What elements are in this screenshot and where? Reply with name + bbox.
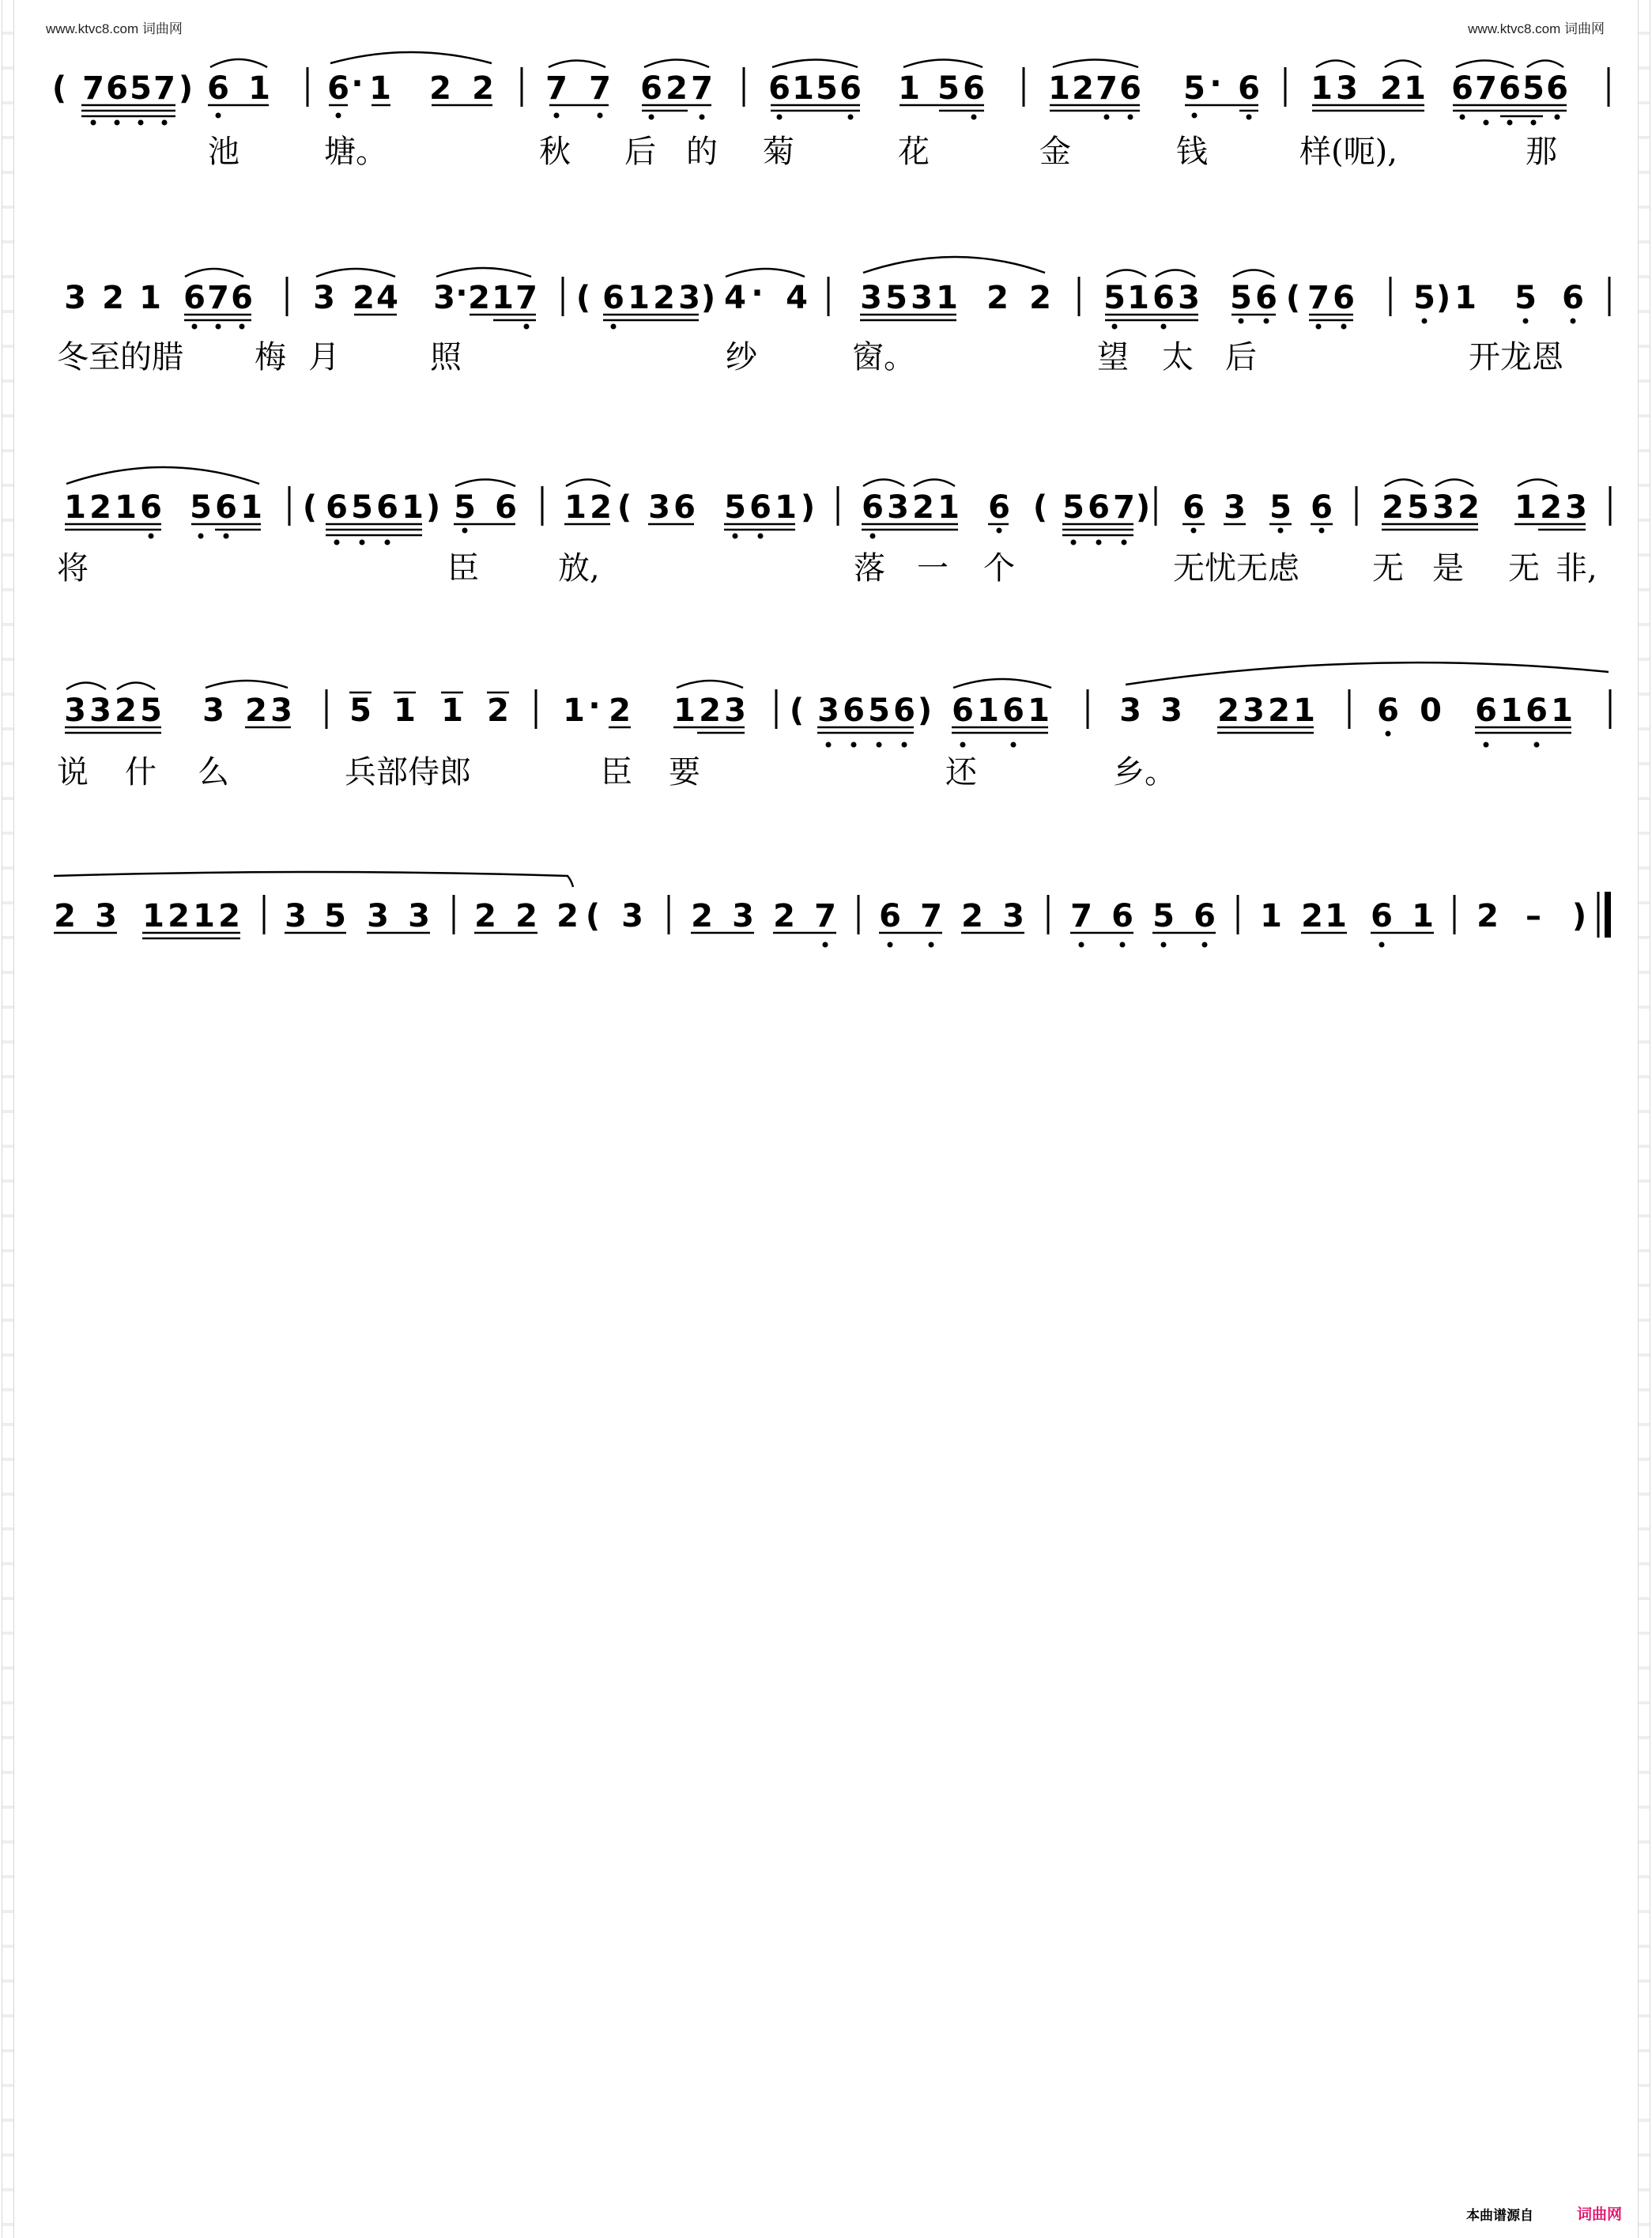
score-glyph: 2 <box>245 693 267 729</box>
score-glyph: 3 <box>887 489 909 526</box>
underlines <box>184 315 1353 320</box>
score-glyph: ( <box>575 280 591 316</box>
score-glyph: ( <box>302 489 318 526</box>
score-glyph: 2 <box>102 280 124 316</box>
score-glyph: 6 <box>495 489 517 526</box>
lyric: 兵部侍郎 <box>345 754 471 791</box>
score-glyph: 6 <box>326 489 348 526</box>
score-glyph: 1 <box>1412 898 1434 934</box>
score-glyph: 6 <box>215 489 237 526</box>
score-glyph: 7 <box>589 70 611 107</box>
score-glyph: 2 <box>353 280 375 316</box>
lyric: 梅 <box>255 339 286 376</box>
score-glyph: 5 <box>1062 489 1084 526</box>
score-glyph: 7 <box>545 70 568 107</box>
score-glyph: 2 <box>773 898 795 934</box>
score-glyph: 5 <box>1152 898 1175 934</box>
score-glyph: 3 <box>408 898 430 934</box>
score-glyph: 6 <box>1371 898 1393 934</box>
score-glyph: 7 <box>1070 898 1092 934</box>
score-glyph: 3 <box>1160 693 1182 729</box>
score-glyph: 6 <box>1088 489 1110 526</box>
score-glyph: 7 <box>1475 70 1497 107</box>
lyric: 塘。 <box>324 134 387 170</box>
score-glyph: ( <box>789 693 805 729</box>
lyrics-line-4 <box>57 754 1176 791</box>
score-glyph: 6 <box>1002 693 1024 729</box>
score-line-1 <box>52 52 1609 126</box>
score-glyph: – <box>1526 898 1541 934</box>
score-glyph: 3 <box>1432 489 1454 526</box>
score-glyph: 1 <box>937 489 960 526</box>
score-glyph: 1 <box>977 693 999 729</box>
score-glyph: 6 <box>207 70 229 107</box>
octave-dots <box>826 731 1540 748</box>
score-glyph: 1 <box>1260 898 1282 934</box>
score-glyph: 5 <box>1522 70 1545 107</box>
score-glyph: ( <box>585 898 601 934</box>
score-glyph: 5 <box>190 489 212 526</box>
slurs <box>54 872 573 887</box>
score-line-5 <box>54 872 1608 948</box>
score-glyph: 2 <box>556 898 579 934</box>
octave-dots <box>823 942 1385 948</box>
score-glyph: 1 <box>936 280 958 316</box>
score-glyph: 1 <box>115 489 137 526</box>
score-glyph: 3 <box>1178 280 1200 316</box>
score-glyph: 7 <box>1113 489 1135 526</box>
score-glyph: 1 <box>240 489 262 526</box>
lyric: 是 <box>1432 550 1464 587</box>
score-glyph: 5 <box>1103 280 1126 316</box>
lyric: 非, <box>1556 550 1597 587</box>
score-glyph: 6 <box>1499 70 1521 107</box>
score-glyph: 1 <box>1293 693 1315 729</box>
score-glyph: 6 <box>1194 898 1216 934</box>
score-line-3 <box>64 467 1610 545</box>
score-glyph: 1 <box>792 70 814 107</box>
score-glyph: ) <box>917 693 933 729</box>
score-glyph: 6 <box>183 280 206 316</box>
lyric: 秋 <box>539 134 571 170</box>
score-glyph: 5 <box>130 70 152 107</box>
score-glyph: 2 <box>1268 693 1290 729</box>
score-glyph: 3 <box>1336 70 1358 107</box>
score-glyph: 2 <box>115 693 137 729</box>
score-glyph: 1 <box>441 693 463 729</box>
score-glyph: 6 <box>893 693 915 729</box>
score-glyph: 6 <box>1311 489 1333 526</box>
score-glyph: ) <box>800 489 816 526</box>
score-glyph: 1 <box>1404 70 1426 107</box>
score-glyph: 3 <box>860 280 882 316</box>
score-glyph: ) <box>425 489 441 526</box>
score-glyph: ) <box>1435 280 1451 316</box>
score-glyph: 5 <box>1514 280 1537 316</box>
lyric: 无 <box>1508 550 1540 587</box>
score-glyph: ) <box>178 70 194 107</box>
underlines <box>81 105 1567 116</box>
score-glyph: 3 <box>724 693 746 729</box>
lyric: 臣 <box>447 550 479 587</box>
score-glyph: 3 <box>911 280 933 316</box>
score-glyph: 6 <box>1562 280 1584 316</box>
score-glyph: 6 <box>879 898 901 934</box>
score-glyph: 6 <box>952 693 974 729</box>
score-glyph: 1 <box>1127 280 1149 316</box>
score-glyph: 3 <box>678 280 700 316</box>
underlines <box>54 933 1434 938</box>
score-glyph: 1 <box>64 489 86 526</box>
lyric: 池 <box>208 134 240 170</box>
score-glyph: 3 <box>64 693 86 729</box>
score-glyph: 7 <box>814 898 836 934</box>
score-glyph: 7 <box>1096 70 1118 107</box>
lyric: 无 <box>1372 550 1404 587</box>
score-glyph: 0 <box>1420 693 1442 729</box>
score-glyph: 2 <box>666 70 688 107</box>
score-glyph: ( <box>51 70 67 107</box>
score-glyph: 3 <box>817 693 839 729</box>
score-glyph: 5 <box>454 489 476 526</box>
lyric: 一 <box>917 550 949 587</box>
lyrics-line-3 <box>57 550 1597 587</box>
score-glyph: 2 <box>1380 70 1402 107</box>
score-glyph: 6 <box>106 70 128 107</box>
score-glyph: 3 <box>367 898 389 934</box>
score-glyph: 1 <box>1514 489 1537 526</box>
score-glyph: 7 <box>1307 280 1330 316</box>
score-glyph: 1 <box>628 280 650 316</box>
score-glyph: · <box>1209 66 1222 102</box>
slurs <box>66 467 1557 486</box>
score-glyph: 1 <box>1500 693 1522 729</box>
score-glyph: 7 <box>207 280 229 316</box>
score-glyph: 1 <box>775 489 797 526</box>
score-glyph: 1 <box>248 70 270 107</box>
score-glyph: 5 <box>724 489 746 526</box>
score-glyph: 6 <box>602 280 624 316</box>
score-glyph: 2 <box>609 693 631 729</box>
lyric: 菊 <box>763 134 794 170</box>
lyric: 么 <box>198 754 229 791</box>
score-glyph: 6 <box>1546 70 1568 107</box>
score-glyph: 2 <box>1301 898 1323 934</box>
score-glyph: 1 <box>898 70 920 107</box>
score-glyph: 1 <box>564 489 586 526</box>
score-glyph: 2 <box>487 693 509 729</box>
score-glyph: 4 <box>786 280 808 316</box>
lyric: 后 <box>1225 339 1257 376</box>
score-glyph: 3 <box>648 489 670 526</box>
score-glyph: 6 <box>140 489 162 526</box>
score-glyph: 3 <box>89 693 111 729</box>
score-glyph: 6 <box>749 489 771 526</box>
score-glyph: 2 <box>1382 489 1404 526</box>
score-glyph: 6 <box>1238 70 1260 107</box>
score-glyph: 5 <box>1230 280 1252 316</box>
score-glyph: 2 <box>429 70 451 107</box>
score-glyph: 6 <box>988 489 1010 526</box>
score-glyph: 6 <box>1182 489 1205 526</box>
score-glyph: 3 <box>1119 693 1141 729</box>
lyric: 说 <box>57 754 89 791</box>
score-glyph: 6 <box>1152 280 1175 316</box>
score-glyph: 2 <box>653 280 675 316</box>
score-glyph: 3 <box>313 280 335 316</box>
score-glyph: 1 <box>1311 70 1333 107</box>
lyric: 冬至的腊 <box>57 339 183 376</box>
score-glyph: 6 <box>839 70 862 107</box>
lyric: 样(呃), <box>1299 134 1397 170</box>
score-glyph: 1 <box>369 70 391 107</box>
score-glyph: 2 <box>54 898 76 934</box>
site-logo[interactable]: 词曲网 <box>1577 2206 1623 2223</box>
score-glyph: 5 <box>816 70 838 107</box>
score-glyph: ( <box>617 489 632 526</box>
score-glyph: ) <box>1135 489 1151 526</box>
score-glyph: 1 <box>1028 693 1050 729</box>
site-header-left: www.ktvc8.com 词曲网 <box>46 21 183 36</box>
score-glyph: 5 <box>1183 70 1205 107</box>
lyric: 窗。 <box>852 339 915 376</box>
lyric: 太 <box>1162 339 1194 376</box>
score-glyph: 3 <box>64 280 86 316</box>
jianpu-score <box>0 0 1652 1028</box>
slurs <box>185 257 1274 277</box>
score-glyph: 7 <box>153 70 175 107</box>
score-glyph: 3 <box>95 898 117 934</box>
score-glyph: 1 <box>142 898 164 934</box>
score-glyph: 7 <box>82 70 104 107</box>
score-glyph: 5 <box>868 693 890 729</box>
score-glyph: 2 <box>218 898 240 934</box>
lyric: 要 <box>669 754 700 791</box>
score-glyph: 1 <box>673 693 696 729</box>
score-glyph: 2 <box>515 898 537 934</box>
score-glyph: 3 <box>621 898 643 934</box>
score-glyph: 1 <box>193 898 215 934</box>
slurs <box>210 52 1563 67</box>
lyric: 的 <box>686 134 718 170</box>
score-glyph: 3 <box>270 693 292 729</box>
score-glyph: 6 <box>1333 280 1355 316</box>
score-glyph: 2 <box>1072 70 1094 107</box>
lyric: 后 <box>624 134 656 170</box>
score-glyph: 1 <box>394 693 416 729</box>
score-glyph: 2 <box>1477 898 1499 934</box>
score-glyph: ( <box>1285 280 1301 316</box>
lyric: 金 <box>1039 134 1071 170</box>
lyric: 落 <box>854 550 885 587</box>
lyric: 臣 <box>601 754 632 791</box>
score-glyph: ) <box>700 280 716 316</box>
score-glyph: 5 <box>1407 489 1429 526</box>
score-glyph: 6 <box>843 693 865 729</box>
score-glyph: 6 <box>1119 70 1141 107</box>
score-glyph: 5 <box>140 693 162 729</box>
score-glyph: 5 <box>349 693 372 729</box>
score-glyph: 1 <box>402 489 424 526</box>
lyric: 望 <box>1097 339 1129 376</box>
score-glyph: · <box>351 66 364 102</box>
score-glyph: · <box>588 688 601 724</box>
lyrics-line-2 <box>57 339 1564 376</box>
score-glyph: 5 <box>351 489 373 526</box>
score-glyph: 6 <box>1451 70 1473 107</box>
score-glyph: 4 <box>724 280 746 316</box>
score-line-2 <box>64 257 1609 330</box>
lyric: 无忧无虑 <box>1173 550 1299 587</box>
score-glyph: 1 <box>1551 693 1573 729</box>
score-glyph: 3 <box>1224 489 1246 526</box>
score-glyph: 1 <box>1325 898 1347 934</box>
score-glyph: 2 <box>468 280 490 316</box>
score-glyph: 3 <box>1002 898 1024 934</box>
score-glyph: 3 <box>1565 489 1587 526</box>
lyric: 个 <box>983 550 1015 587</box>
source-label: 本曲谱源自 <box>1466 2208 1533 2223</box>
score-glyph: ( <box>1032 489 1048 526</box>
score-glyph: 1 <box>1454 280 1477 316</box>
score-glyph: 2 <box>691 898 713 934</box>
score-glyph: 1 <box>1048 70 1070 107</box>
lyric: 花 <box>898 134 930 170</box>
score-glyph: 2 <box>474 898 496 934</box>
score-glyph: 3 <box>732 898 754 934</box>
score-glyph: 6 <box>1111 898 1133 934</box>
score-glyph: 6 <box>1526 693 1548 729</box>
score-glyph: 2 <box>986 280 1009 316</box>
score-glyph: 2 <box>590 489 612 526</box>
lyric: 乡。 <box>1113 754 1176 791</box>
score-glyph: 2 <box>168 898 190 934</box>
score-glyph: 6 <box>1255 280 1277 316</box>
score-glyph: 6 <box>640 70 662 107</box>
score-glyph: 6 <box>673 489 696 526</box>
score-glyph: 1 <box>139 280 161 316</box>
score-glyph: 2 <box>1458 489 1480 526</box>
score-glyph: 1 <box>492 280 514 316</box>
score-glyph: 6 <box>963 70 985 107</box>
score-glyph: 6 <box>327 70 349 107</box>
score-glyph: ) <box>1571 898 1587 934</box>
lyric: 那 <box>1526 134 1557 170</box>
lyric: 月 <box>308 339 340 376</box>
score-glyph: 3 <box>433 280 455 316</box>
lyric: 纱 <box>726 339 757 376</box>
score-glyph: 2 <box>472 70 494 107</box>
score-glyph: 7 <box>691 70 713 107</box>
score-glyph: 5 <box>885 280 907 316</box>
lyric: 开龙恩 <box>1469 339 1563 376</box>
site-header-right: www.ktvc8.com 词曲网 <box>1468 21 1605 36</box>
score-glyph: 4 <box>376 280 398 316</box>
score-glyph: · <box>455 275 468 311</box>
score-glyph: 5 <box>937 70 960 107</box>
underlines <box>65 524 1586 535</box>
lyric: 放, <box>558 550 600 587</box>
score-line-4 <box>64 662 1610 747</box>
score-glyph: 5 <box>1269 489 1292 526</box>
lyric: 什 <box>125 754 157 791</box>
score-glyph: 5 <box>1413 280 1435 316</box>
octave-dots <box>91 113 1560 126</box>
score-glyph: 7 <box>515 280 537 316</box>
score-glyph: 6 <box>768 70 790 107</box>
score-glyph: 2 <box>1217 693 1239 729</box>
score-glyph: 6 <box>1475 693 1497 729</box>
score-glyph: 3 <box>202 693 224 729</box>
score-glyph: 2 <box>1540 489 1562 526</box>
score-glyph: 2 <box>699 693 721 729</box>
score-glyph: 7 <box>920 898 942 934</box>
score-glyph: 2 <box>1029 280 1051 316</box>
score-glyph: 2 <box>89 489 111 526</box>
lyric: 将 <box>57 550 89 587</box>
lyric: 钱 <box>1176 134 1208 170</box>
score-glyph: 6 <box>862 489 884 526</box>
score-glyph: 2 <box>912 489 934 526</box>
lyrics-line-1 <box>208 134 1557 170</box>
lyric: 还 <box>945 754 977 791</box>
slurs <box>66 662 1609 689</box>
score-glyph: 6 <box>231 280 253 316</box>
lyric: 照 <box>430 339 462 376</box>
score-glyph: 6 <box>376 489 398 526</box>
score-glyph: 2 <box>961 898 983 934</box>
score-glyph: 3 <box>285 898 307 934</box>
score-glyph: · <box>751 275 764 311</box>
score-glyph: 1 <box>563 693 585 729</box>
score-glyph: 6 <box>1377 693 1399 729</box>
score-glyph: 3 <box>1243 693 1265 729</box>
score-glyph: 5 <box>324 898 346 934</box>
